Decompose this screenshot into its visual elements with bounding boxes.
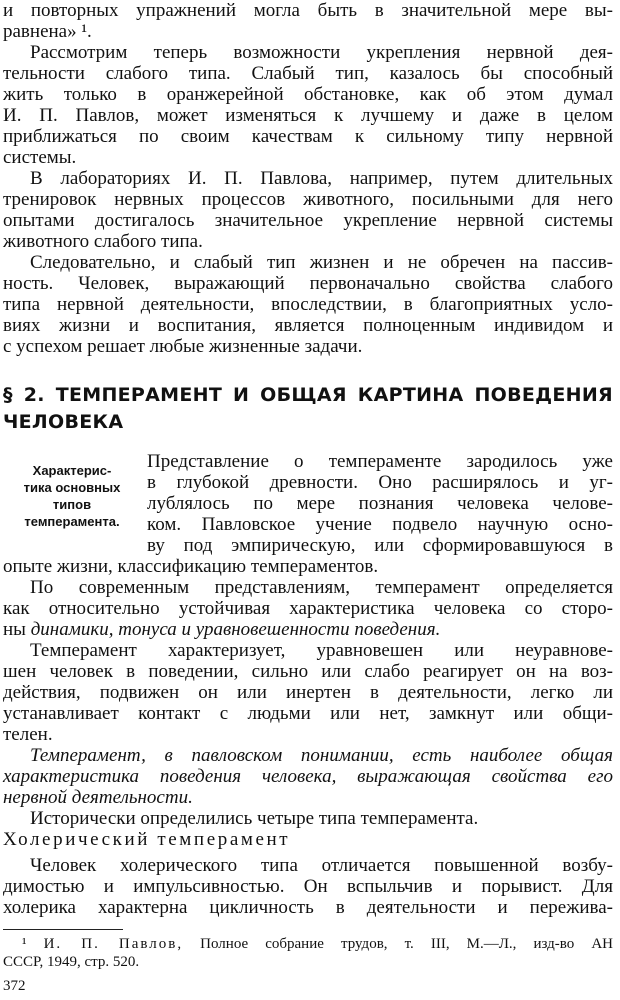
section-heading: § 2. ТЕМПЕРАМЕНТ И ОБЩАЯ КАРТИНА ПОВЕДЕНИЯ: [3, 384, 613, 406]
text-line: холерика характерна цикличность в деятельности и пережива-: [3, 897, 613, 918]
emphasis-text: динамики, тонуса и уравновешенности поведения.: [30, 619, 441, 640]
text-line: ком. Павловское учение подвело научную осно-: [147, 514, 613, 535]
text-line: системы.: [3, 147, 77, 168]
footnote-line: [22, 935, 613, 953]
text-line: устанавливает контакт с людьми или нет, замкнут или общи-: [3, 703, 613, 724]
text-line: опытами достигалось значительное укрепление нервной системы: [3, 210, 613, 231]
text-line: в глубокой древности. Оно расширялось и уг-: [147, 472, 613, 493]
text-line: действия, подвижен он или инертен в деятельности, легко ли: [3, 682, 613, 703]
subheading-choleric: Холерический темперамент: [3, 829, 291, 850]
text-line: и повторных упражнений могла быть в значительной мере вы-: [3, 0, 613, 21]
footnote-divider: [3, 929, 123, 930]
text-line: димостью и импульсивностью. Он вспыльчив и порывист. Для: [3, 876, 613, 897]
text-line: По современным представлениям, темперамент определяется: [30, 577, 613, 598]
text-line: Человек холерического типа отличается повышенной возбу-: [30, 855, 613, 876]
footnote-line: СССР, 1949, стр. 520.: [3, 954, 140, 970]
text-line: ву под эмпирическую, или сформировавшуюся в: [147, 535, 613, 556]
definition-line: Темперамент, в павловском понимании, есть наиболее общая: [30, 745, 613, 766]
text-line: Рассмотрим теперь возможности укрепления нервной дея-: [30, 42, 613, 63]
text-line: И. П. Павлов, может изменяться к лучшему и даже в целом: [3, 105, 613, 126]
footnote-text: Полное собрание трудов, т. III, М.—Л., изд-во АН: [200, 936, 614, 952]
text-line: виях жизни и воспитания, является полноценным индивидом и: [3, 315, 613, 336]
text-line: В лабораториях И. П. Павлова, например, путем длительных: [30, 168, 613, 189]
definition-line: характеристика поведения человека, выражающая свойства его: [3, 766, 613, 787]
section-heading-continued: ЧЕЛОВЕКА: [3, 411, 124, 433]
definition-line: нервной деятельности.: [3, 787, 193, 808]
footnote-author: И. П. Павлов,: [43, 936, 184, 952]
text-line: Следовательно, и слабый тип жизнен и не обречен на пассив-: [30, 252, 613, 273]
margin-note-line: Характерис-: [32, 463, 112, 478]
text-span: ны: [3, 619, 26, 640]
text-line: Исторически определились четыре типа темперамента.: [30, 808, 479, 829]
text-line: равнена» ¹.: [3, 21, 92, 42]
text-line: тельности слабого типа. Слабый тип, казалось бы способный: [3, 63, 613, 84]
margin-note-line: типов: [52, 497, 92, 512]
text-line: типа нервной деятельности, впоследствии, в благоприятных усло-: [3, 294, 613, 315]
text-line: лублялось по мере познания человека челове-: [147, 493, 613, 514]
margin-note-line: темперамента.: [24, 514, 120, 529]
text-line: опыте жизни, классификацию темпераментов.: [3, 556, 379, 577]
footnote-marker: ¹: [22, 936, 27, 952]
margin-note: [6, 462, 138, 530]
text-line: приближаться по своим качествам к сильному типу нервной: [3, 126, 613, 147]
text-line: как относительно устойчивая характеристика человека со сторо-: [3, 598, 613, 619]
margin-note-line: тика основных: [23, 480, 121, 495]
page-number: 372: [3, 978, 26, 994]
text-line: ность. Человек, выражающий первоначально свойства слабого: [3, 273, 613, 294]
text-line: [3, 619, 613, 640]
text-line: Темперамент характеризует, уравновешен или неуравнове-: [30, 640, 613, 661]
text-line: жить только в оранжерейной обстановке, как об этом думал: [3, 84, 613, 105]
text-line: животного слабого типа.: [3, 231, 203, 252]
text-line: с успехом решает любые жизненные задачи.: [3, 336, 363, 357]
text-line: тренировок нервных процессов животного, посильными для него: [3, 189, 613, 210]
text-line: шен человек в поведении, сильно или слабо реагирует он на воз-: [3, 661, 613, 682]
text-line: телен.: [3, 724, 53, 745]
text-line: Представление о темпераменте зародилось уже: [147, 451, 613, 472]
